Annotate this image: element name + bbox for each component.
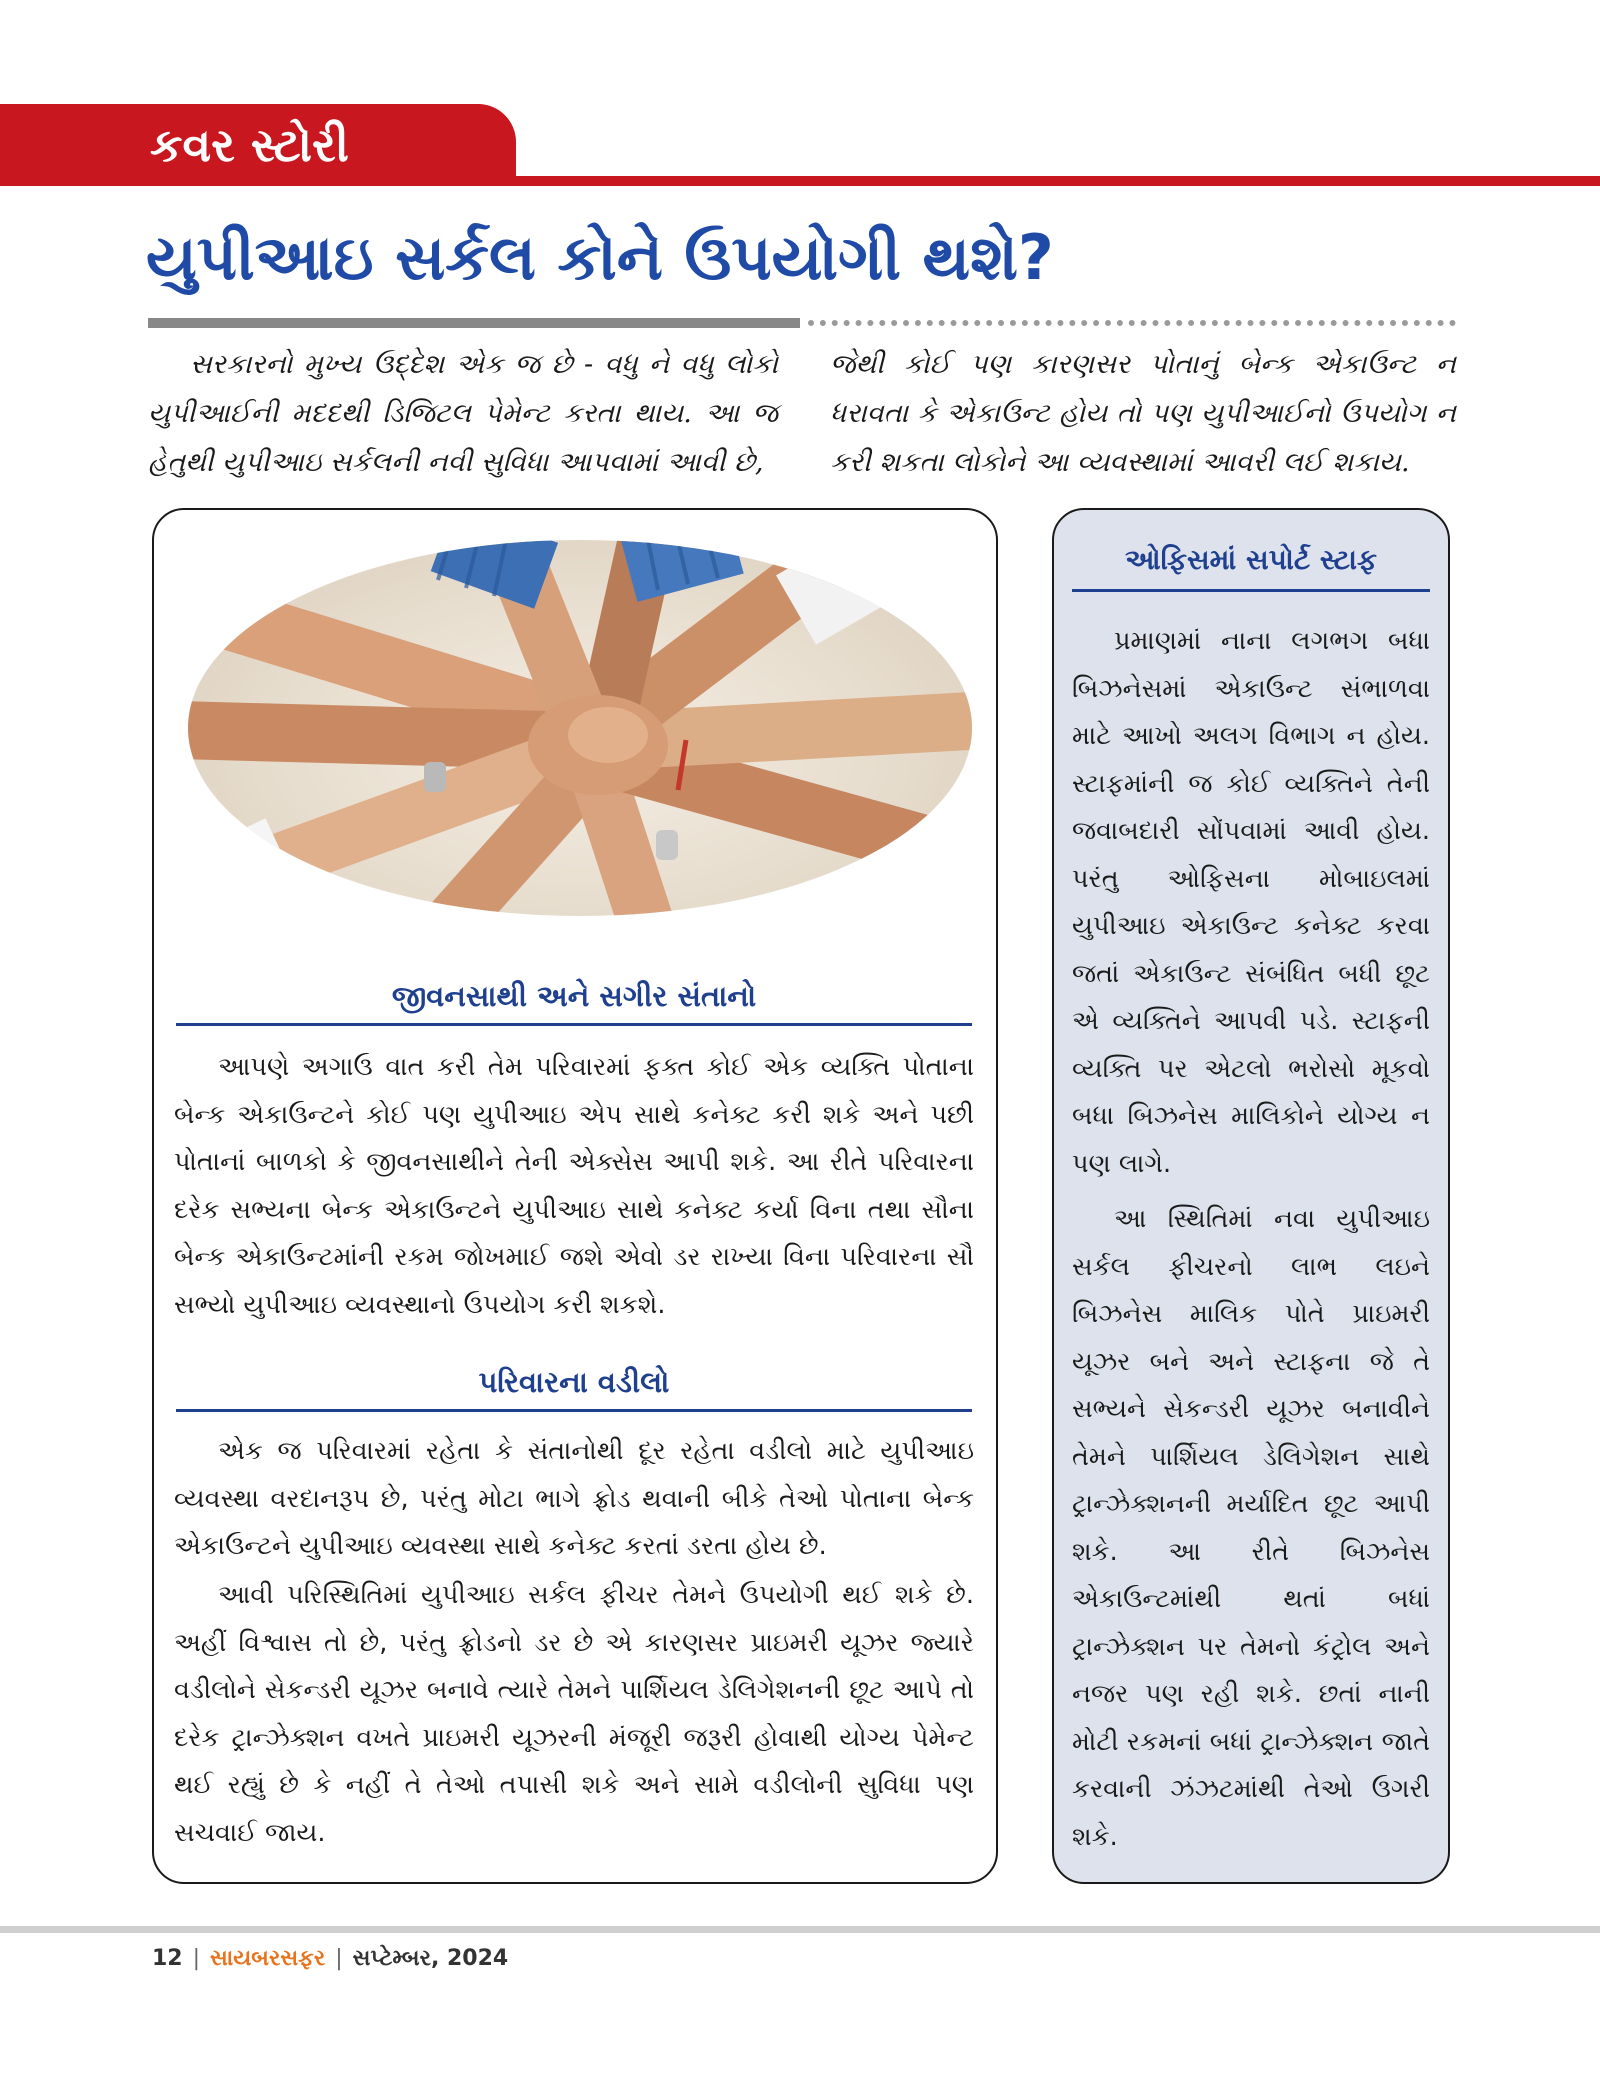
intro-right: જેથી કોઈ પણ કારણસર પોતાનું બેન્ક એકાઉન્ટ ન ધરાવતા કે એકાઉન્ટ હોય તો પણ યુપીઆઈનો ઉપયોગ ન કરી શકતા લોકોને આ વ્યવસ્થામાં આવરી લઈ શકાય. xyxy=(830,349,1456,478)
paragraph-elders-1: એક જ પરિવારમાં રહેતા કે સંતાનોથી દૂર રહેતા વડીલો માટે યુપીઆઇ વ્યવસ્થા વરદાનરૂપ છે, પરંતુ મોટા ભાગે ફ્રોડ થવાની બીકે તેઓ પોતાના બેન્ક એકાઉન્ટને યુપીઆઇ વ્યવસ્થા સાથે કનેક્ટ કરતાં ડરતા હોય છે. xyxy=(174,1436,974,1561)
issue-date: સપ્ટેમ્બર, 2024 xyxy=(352,1946,509,1971)
sidebar-heading: ઓફિસમાં સપોર્ટ સ્ટાફ xyxy=(1072,540,1430,592)
magazine-brand: સાયબરસફર xyxy=(210,1946,326,1971)
title-dotted-divider xyxy=(808,320,1456,326)
page-number: 12 xyxy=(152,1946,183,1971)
sidebar-paragraph-1: પ્રમાણમાં નાના લગભગ બધા બિઝનેસમાં એકાઉન્ટ સંભાળવા માટે આખો અલગ વિભાગ ન હોય. સ્ટાફમાંની જ કોઈ વ્યક્તિને તેની જવાબદારી સોંપવામાં આવી હોય. પરંતુ ઓફિસના મોબાઇલમાં યુપીઆઇ એકાઉન્ટ કનેક્ટ કરવા જતાં એકાઉન્ટ સંબંધિત બધી છૂટ એ વ્યક્તિને આપવી પડે. સ્ટાફની વ્યક્તિ પર એટલો ભરોસો મૂકવો બધા બિઝનેસ માલિકોને યોગ્ય ન પણ લાગે. xyxy=(1072,626,1430,1179)
title-divider xyxy=(148,318,800,328)
intro-left: સરકારનો મુખ્ય ઉદ્દેશ એક જ છે - વધુ ને વધુ લોકો યુપીઆઈની મદદથી ડિજિટલ પેમેન્ટ કરતા થાય. આ જ હેતુથી યુપીઆઇ સર્કલની નવી સુવિધા આપવામાં આવી છે, xyxy=(148,349,778,478)
section-heading-spouse-children: જીવનસાથી અને સગીર સંતાનો xyxy=(176,976,972,1026)
page-title: યુપીઆઇ સર્કલ કોને ઉપયોગી થશે? xyxy=(146,221,1054,294)
page-footer xyxy=(152,1942,508,1976)
paragraph-elders-2: આવી પરિસ્થિતિમાં યુપીઆઇ સર્કલ ફીચર તેમને ઉપયોગી થઈ શકે છે. અહીં વિશ્વાસ તો છે, પરંતુ ફ્રોડનો ડર છે એ કારણસર પ્રાઇમરી યૂઝર જ્યારે વડીલોને સેકન્ડરી યૂઝર બનાવે ત્યારે તેમને પાર્શિયલ ડેલિગેશનની છૂટ આપે તો દરેક ટ્રાન્ઝેક્શન વખતે પ્રાઇમરી યૂઝરની મંજૂરી જરૂરી હોવાથી યોગ્ય પેમેન્ટ થઈ રહ્યું છે કે નહીં તે તેઓ તપાસી શકે અને સામે વડીલોની સુવિધા પણ સચવાઈ જાય. xyxy=(174,1580,974,1848)
paragraph-spouse-children: આપણે અગાઉ વાત કરી તેમ પરિવારમાં ફક્ત કોઈ એક વ્યક્તિ પોતાના બેન્ક એકાઉન્ટને કોઈ પણ યુપીઆઇ એપ સાથે કનેક્ટ કરી શકે અને પછી પોતાનાં બાળકો કે જીવનસાથીને તેની એક્સેસ આપી શકે. આ રીતે પરિવારના દરેક સભ્યના બેન્ક એકાઉન્ટને યુપીઆઇ સાથે કનેક્ટ કર્યા વિના તથા સૌના બેન્ક એકાઉન્ટમાંની રકમ જોખમાઈ જશે એવો ડર રાખ્યા વિના પરિવારના સૌ સભ્યો યુપીઆઇ વ્યવસ્થાનો ઉપયોગ કરી શકશે. xyxy=(174,1052,974,1320)
footer-rule xyxy=(0,1926,1600,1933)
section-heading-family-elders: પરિવારના વડીલો xyxy=(176,1362,972,1412)
footer-separator: | xyxy=(335,1946,343,1971)
section-label: કવર સ્ટોરી xyxy=(150,118,349,172)
stacked-hands-photo xyxy=(188,540,972,916)
footer-separator: | xyxy=(192,1946,201,1971)
sidebar-paragraph-2: આ સ્થિતિમાં નવા યુપીઆઇ સર્કલ ફીચરનો લાભ લઇને બિઝનેસ માલિક પોતે પ્રાઇમરી યૂઝર બને અને સ્ટાફના જે તે સભ્યને સેકન્ડરી યૂઝર બનાવીને તેમને પાર્શિયલ ડેલિગેશન સાથે ટ્રાન્ઝેક્શનની મર્યાદિત છૂટ આપી શકે. આ રીતે બિઝનેસ એકાઉન્ટમાંથી થતાં બધાં ટ્રાન્ઝેક્શન પર તેમનો કંટ્રોલ અને નજર પણ રહી શકે. છતાં નાની મોટી રકમનાં બધાં ટ્રાન્ઝેક્શન જાતે કરવાની ઝંઝટમાંથી તેઓ ઉગરી શકે. xyxy=(1072,1204,1430,1852)
